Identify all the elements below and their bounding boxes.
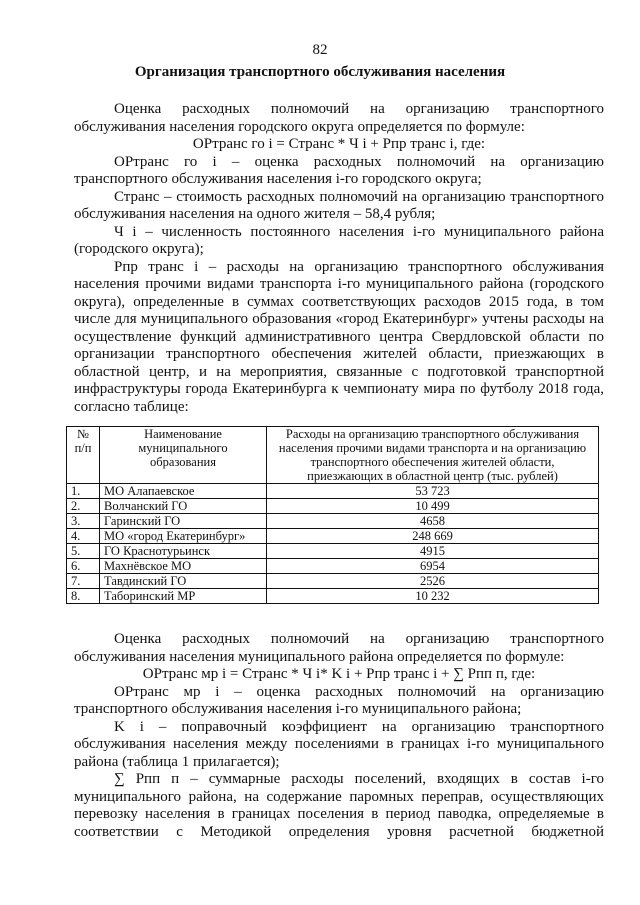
row-value: 4658 xyxy=(267,514,599,529)
paragraph: ОРтранс мр i – оценка расходных полномочий на организацию транспортного обслуживания населения i-го муниципального района; xyxy=(74,683,604,717)
row-name: Махнёвское МО xyxy=(100,559,267,574)
row-num: 3. xyxy=(67,514,100,529)
paragraph: Оценка расходных полномочий на организацию транспортного обслуживания населения городского округа определяется по формуле: xyxy=(74,101,604,135)
paragraph: Рпр транс i – расходы на организацию транспортного обслуживания населения прочими видами транспорта i-го муниципального района (городского округа), определенные в суммах соответствующих расходов 2015 года, в том числе для муниципального образования «город Екатеринбург» учтены расходы на осуществление функций административного центра Свердловской области по организации транспортного обеспечения жителей области, приезжающих в областной центр, и на мероприятия, связанные с подготовкой транспортной инфраструктуры города Екатеринбурга к чемпионату мира по футболу 2018 года, согласно таблице: xyxy=(74,258,604,415)
formula: ОРтранс го i = Странс * Ч i + Рпр транс i, где: xyxy=(192,136,486,152)
expenses-table xyxy=(66,426,599,604)
table-row xyxy=(67,499,599,514)
paragraph: K i – поправочный коэффициент на организацию транспортного обслуживания населения между поселениями в границах i-го муниципального района (таблица 1 прилагается); xyxy=(74,718,604,770)
paragraph: Странс – стоимость расходных полномочий на организацию транспортного обслуживания населения на одного жителя – 58,4 рубля; xyxy=(74,188,604,222)
row-name: МО «город Екатеринбург» xyxy=(100,529,267,544)
row-value: 248 669 xyxy=(267,529,599,544)
row-num: 7. xyxy=(67,574,100,589)
row-num: 4. xyxy=(67,529,100,544)
row-value: 10 232 xyxy=(267,589,599,604)
row-name: Таборинский МР xyxy=(100,589,267,604)
formula: ОРтранс мр i = Странс * Ч i* K i + Рпр транс i + ∑ Рпп п, где: xyxy=(142,666,536,682)
paragraph: ОРтранс го i – оценка расходных полномочий на организацию транспортного обслуживания населения i-го городского округа; xyxy=(74,153,604,187)
section-heading: Организация транспортного обслуживания населения xyxy=(134,64,506,80)
table-row xyxy=(67,544,599,559)
paragraph: Ч i – численность постоянного населения i-го муниципального района (городского округа); xyxy=(74,223,604,257)
row-num: 5. xyxy=(67,544,100,559)
row-num: 1. xyxy=(67,484,100,499)
table-row xyxy=(67,574,599,589)
table-row xyxy=(67,559,599,574)
table-row xyxy=(67,514,599,529)
row-num: 6. xyxy=(67,559,100,574)
row-name: МО Алапаевское xyxy=(100,484,267,499)
row-value: 2526 xyxy=(267,574,599,589)
row-num: 8. xyxy=(67,589,100,604)
row-value: 10 499 xyxy=(267,499,599,514)
row-name: Тавдинский ГО xyxy=(100,574,267,589)
paragraph-block-2 xyxy=(74,631,604,841)
row-value: 6954 xyxy=(267,559,599,574)
paragraph: Оценка расходных полномочий на организацию транспортного обслуживания населения муниципального района определяется по формуле: xyxy=(74,631,604,665)
table-row xyxy=(67,589,599,604)
col-num-header: № п/п xyxy=(67,427,100,484)
row-num: 2. xyxy=(67,499,100,514)
paragraph: ∑ Рпп п – суммарные расходы поселений, входящих в состав i-го муниципального района, на содержание паромных переправ, осуществляющих перевозку населения в границах поселения в период паводка, определяемые в соответствии с Методикой определения уровня расчетной бюджетной xyxy=(74,771,604,840)
page-number: 82 xyxy=(312,42,328,58)
row-name: ГО Краснотурьинск xyxy=(100,544,267,559)
row-value: 53 723 xyxy=(267,484,599,499)
paragraph-block-1 xyxy=(74,101,604,416)
row-value: 4915 xyxy=(267,544,599,559)
col-value-header: Расходы на организацию транспортного обслуживания населения прочими видами транспорта и на организацию транспортного обеспечения жителей области, приезжающих в областной центр (тыс. рублей) xyxy=(267,427,599,484)
col-name-header: Наименование муниципального образования xyxy=(100,427,267,484)
row-name: Гаринский ГО xyxy=(100,514,267,529)
table-row xyxy=(67,484,599,499)
table-header-row xyxy=(67,427,599,484)
row-name: Волчанский ГО xyxy=(100,499,267,514)
table-row xyxy=(67,529,599,544)
